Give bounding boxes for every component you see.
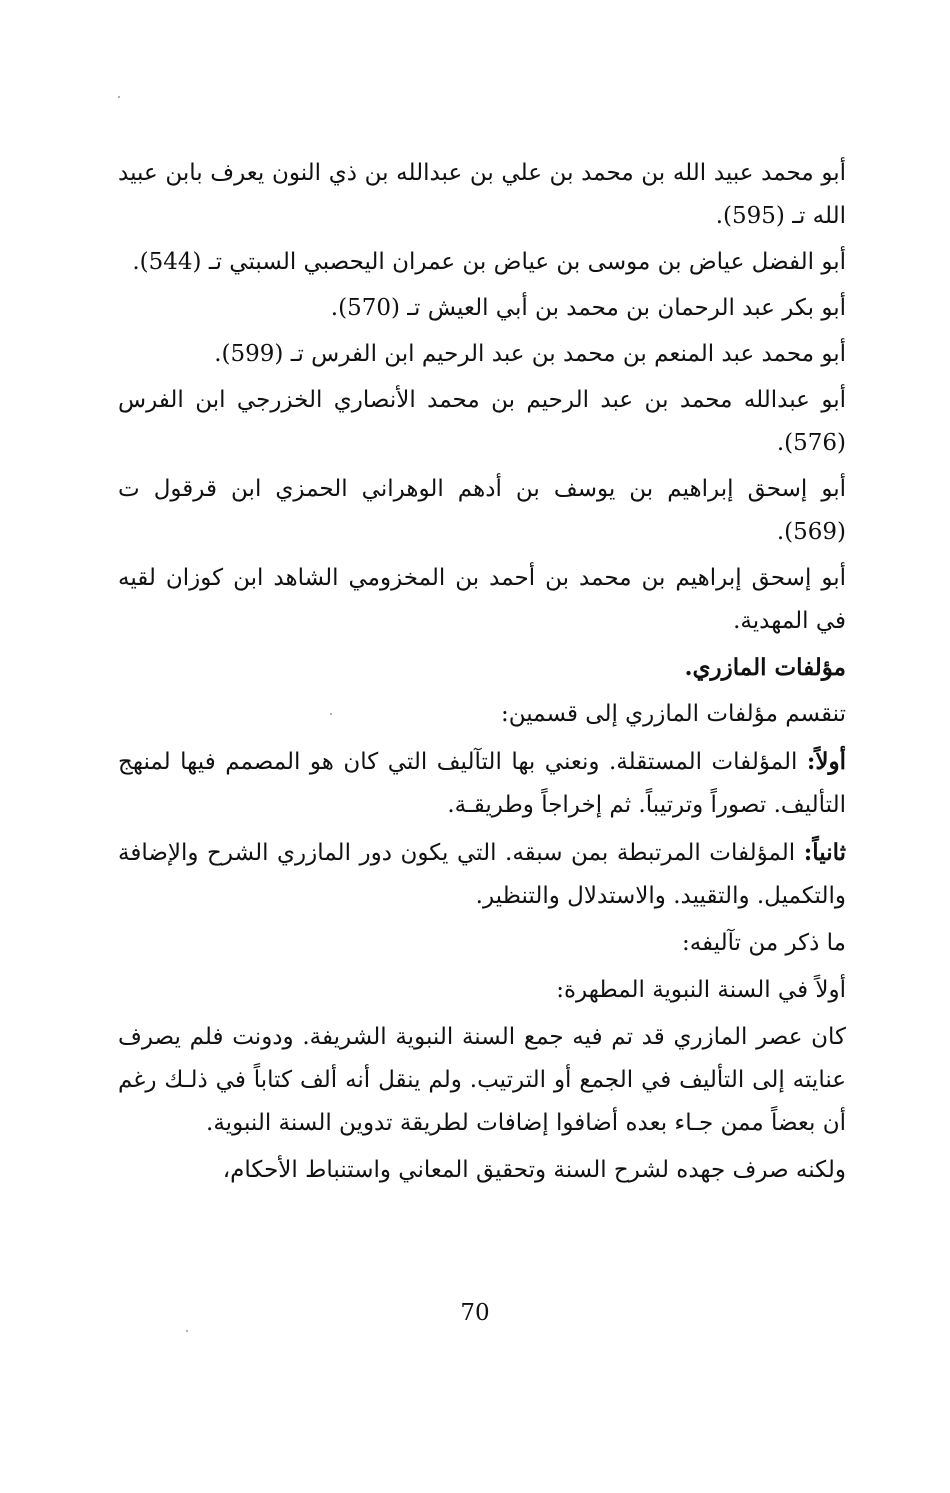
second-category-label: ثانياً: (803, 839, 846, 866)
mentioned-works-heading: ما ذكر من تآليفه: (681, 930, 846, 956)
first-category-text: المؤلفات المستقلة. ونعني بها التآليف التي كان هو المصمم فيها لمنهج التأليف. تصوراً وترتيباً. ثم إخراجاً وطريقـة. (118, 749, 846, 818)
biography-entry: أبو محمد عبيد الله بن محمد بن علي بن عبدالله بن ذي النون يعرف بابن عبيد الله تـ (595). (118, 160, 846, 229)
page-body (118, 152, 846, 1196)
first-category-label: أولاً: (806, 748, 846, 775)
biography-entry: أبو عبدالله محمد بن عبد الرحيم بن محمد الأنصاري الخزرجي ابن الفرس (576). (118, 387, 846, 456)
biography-list (118, 152, 846, 643)
biography-entry: أبو الفضل عياض بن موسى بن عياض بن عمران اليحصبي السبتي تـ (544). (132, 249, 846, 275)
body-paragraph: ولكنه صرف جهده لشرح السنة وتحقيق المعاني واستنباط الأحكام، (222, 1157, 846, 1183)
scan-speck (118, 96, 120, 98)
scan-speck (186, 1330, 188, 1332)
second-category-text: المؤلفات المرتبطة بمن سبقه. التي يكون دور المازري الشرح والإضافة والتكميل. والتقييد. والاستدلال والتنظير. (118, 840, 846, 909)
biography-entry: أبو إسحق إبراهيم بن يوسف بن أدهم الوهراني الحمزي ابن قرقول ت (569). (118, 476, 846, 545)
biography-entry: أبو بكر عبد الرحمان بن محمد بن أبي العيش تـ (570). (330, 295, 846, 321)
works-section (118, 646, 846, 1192)
biography-entry: أبو إسحق إبراهيم بن محمد بن أحمد بن المخزومي الشاهد ابن كوزان لقيه في المهدية. (118, 565, 846, 634)
first-category (118, 740, 846, 827)
body-paragraph: كان عصر المازري قد تم فيه جمع السنة النبوية الشريفة. ودونت فلم يصرف عنايته إلى التأليف في الجمع أو الترتيب. ولم ينقل أنه ألف كتاباً في ذلـك رغم أن بعضاً ممن جـاء بعده أضافوا إضافات لطريقة تدوين السنة النبوية. (118, 1024, 846, 1136)
section-heading: مؤلفات المازري. (684, 654, 846, 681)
biography-entry: أبو محمد عبد المنعم بن محمد بن عبد الرحيم ابن الفرس تـ (599). (214, 341, 846, 367)
section-intro: تنقسم مؤلفات المازري إلى قسمين: (500, 701, 846, 727)
page-number: 70 (460, 1300, 490, 1326)
sunnah-heading: أولاً في السنة النبوية المطهرة: (556, 977, 846, 1003)
second-category (118, 831, 846, 918)
